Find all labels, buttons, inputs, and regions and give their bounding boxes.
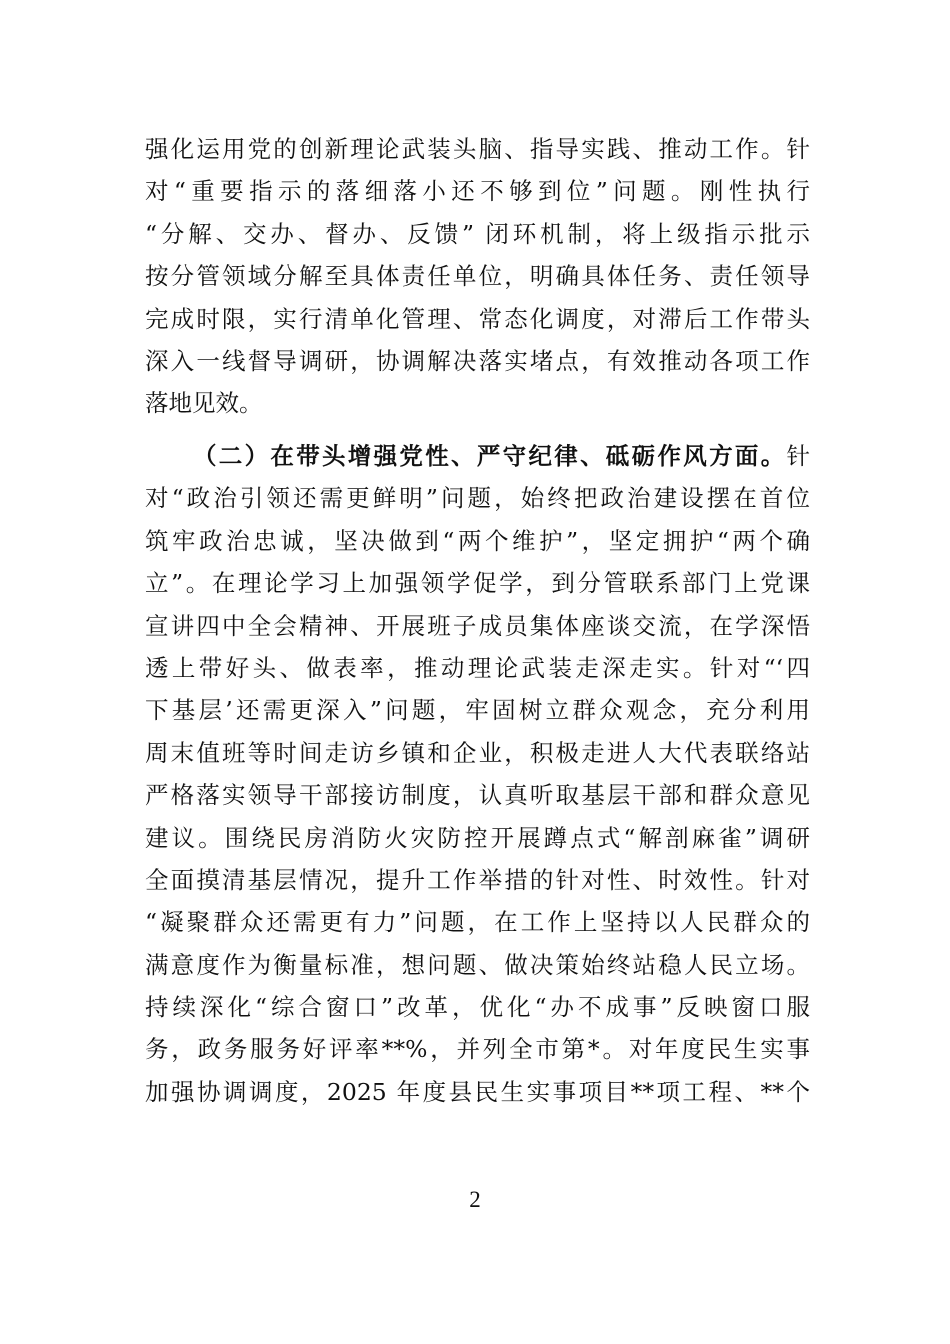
- paragraph-2-line: 建议。围绕民房消防火灾防控开展蹲点式“解剖麻雀”调研: [145, 823, 810, 852]
- section-heading: （二）在带头增强党性、严守纪律、砥砺作风方面。: [193, 442, 787, 470]
- section-heading-tail: 针: [786, 442, 810, 470]
- paragraph-2-line: “凝聚群众还需更有力”问题，在工作上坚持以人民群众的: [145, 908, 810, 937]
- paragraph-1-line: 完成时限，实行清单化管理、常态化调度，对滞后工作带头: [145, 304, 810, 333]
- paragraph-2-line: 对“政治引领还需更鲜明”问题，始终把政治建设摆在首位: [145, 484, 810, 513]
- paragraph-1-line: “分解、交办、督办、反馈” 闭环机制，将上级指示批示: [145, 219, 810, 248]
- paragraph-2-line: 务，政务服务好评率**%，并列全市第*。对年度民生实事: [145, 1035, 810, 1064]
- paragraph-2-line: 透上带好头、做表率，推动理论武装走深走实。针对“‘四: [145, 653, 810, 682]
- paragraph-1-line: 强化运用党的创新理论武装头脑、指导实践、推动工作。针: [145, 135, 810, 163]
- paragraph-2-line: 严格落实领导干部接访制度，认真听取基层干部和群众意见: [145, 781, 810, 810]
- paragraph-1-line: 按分管领域分解至具体责任单位，明确具体任务、责任领导: [145, 262, 810, 291]
- paragraph-2-line: 加强协调调度，2025 年度县民生实事项目**项工程、**个: [145, 1077, 810, 1106]
- paragraph-1-line: 对“重要指示的落细落小还不够到位”问题。刚性执行: [145, 177, 810, 206]
- paragraph-2-first-line: [145, 435, 810, 477]
- paragraph-2-line: 持续深化“综合窗口”改革，优化“办不成事”反映窗口服: [145, 993, 810, 1022]
- page-number: 2: [469, 1187, 481, 1212]
- paragraph-2-line: 周末值班等时间走访乡镇和企业，积极走进人大代表联络站: [145, 738, 810, 767]
- paragraph-1-line: 深入一线督导调研，协调解决落实堵点，有效推动各项工作: [145, 346, 810, 375]
- paragraph-2-line: 宣讲四中全会精神、开展班子成员集体座谈交流，在学深悟: [145, 611, 810, 640]
- paragraph-2-line: 全面摸清基层情况，提升工作举措的针对性、时效性。针对: [145, 865, 810, 894]
- paragraph-2: [145, 435, 810, 1113]
- paragraph-2-line: 筑牢政治忠诚，坚决做到“两个维护”，坚定拥护“两个确: [145, 526, 810, 555]
- paragraph-1: [145, 128, 810, 425]
- paragraph-2-line: 满意度作为衡量标准，想问题、做决策始终站稳人民立场。: [145, 950, 810, 979]
- paragraph-2-line: 立”。在理论学习上加强领学促学，到分管联系部门上党课: [145, 569, 810, 598]
- paragraph-1-line: 落地见效。: [145, 389, 263, 418]
- paragraph-2-line: 下基层’还需更深入”问题，牢固树立群众观念，充分利用: [145, 696, 810, 725]
